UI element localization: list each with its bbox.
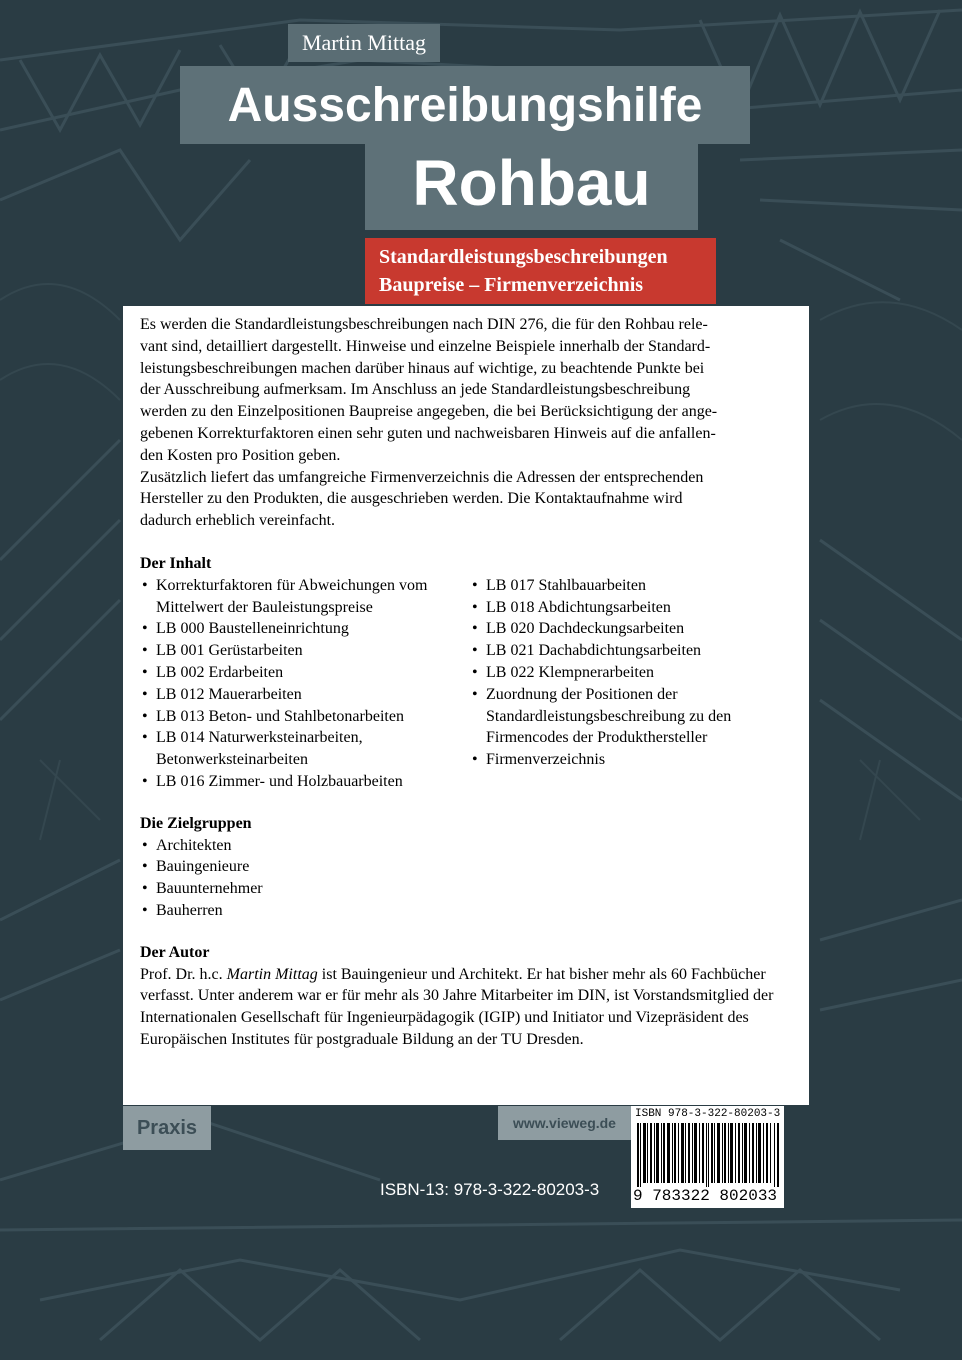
intro-line: dadurch erheblich vereinfacht. xyxy=(140,512,336,530)
description-content xyxy=(140,314,800,1051)
list-item: • LB 022 Klempnerarbeiten xyxy=(470,662,790,684)
book-title-line2: Rohbau xyxy=(412,147,651,219)
intro-line: der Ausschreibung aufmerksam. Im Anschluss an jede Standardleistungsbeschreibung xyxy=(140,381,691,399)
list-item: • Bauunternehmer xyxy=(140,878,800,900)
inhalt-heading: Der Inhalt xyxy=(140,554,212,572)
list-item: • LB 002 Erdarbeiten xyxy=(140,662,470,684)
list-item: • LB 014 Naturwerksteinarbeiten, Betonwerksteinarbeiten xyxy=(140,727,470,771)
isbn13-label: ISBN-13: 978-3-322-80203-3 xyxy=(380,1180,600,1199)
list-item: • LB 016 Zimmer- und Holzbauarbeiten xyxy=(140,771,470,793)
subtitle-line2: Baupreise – Firmenverzeichnis xyxy=(379,274,644,296)
inhalt-list-right xyxy=(470,575,790,793)
list-item: • Zuordnung der Positionen der Standardleistungsbeschreibung zu den Firmencodes der Produkthersteller xyxy=(470,684,790,749)
list-item: • Bauherren xyxy=(140,900,800,922)
intro-line: leistungsbeschreibungen machen darüber hinaus auf wichtige, zu beachtende Punkte bei xyxy=(140,359,705,377)
intro-line: werden zu den Einzelpositionen Baupreise angegeben, die bei Berücksichtigung der ange- xyxy=(140,403,718,421)
zielgruppen-list xyxy=(140,835,800,922)
series-label: Praxis xyxy=(123,1106,211,1150)
intro-paragraph xyxy=(140,314,800,532)
list-item: • LB 021 Dachabdichtungsarbeiten xyxy=(470,640,790,662)
autor-name: Martin Mittag xyxy=(226,965,318,983)
inhalt-columns xyxy=(140,575,800,793)
list-item: • LB 020 Dachdeckungsarbeiten xyxy=(470,618,790,640)
intro-line: Zusätzlich liefert das umfangreiche Firmenverzeichnis die Adressen der entsprechenden xyxy=(140,468,704,486)
list-item: • LB 017 Stahlbauarbeiten xyxy=(470,575,790,597)
list-item: • LB 001 Gerüstarbeiten xyxy=(140,640,470,662)
list-item: • Architekten xyxy=(140,835,800,857)
autor-heading: Der Autor xyxy=(140,943,210,961)
zielgruppen-heading: Die Zielgruppen xyxy=(140,814,252,832)
subtitle-box xyxy=(365,238,716,304)
barcode-block xyxy=(631,1106,784,1208)
list-item: • Bauingenieure xyxy=(140,856,800,878)
book-title-line1: Ausschreibungshilfe xyxy=(227,79,703,132)
barcode-isbn-text: ISBN 978-3-322-80203-3 xyxy=(635,1108,781,1120)
subtitle-line1: Standardleistungsbeschreibungen xyxy=(379,246,668,268)
publisher-website: www.vieweg.de xyxy=(498,1106,631,1140)
autor-prefix: Prof. Dr. h.c. xyxy=(140,965,227,983)
list-item: • Korrekturfaktoren für Abweichungen vom Mittelwert der Bauleistungspreise xyxy=(140,575,470,619)
intro-line: Hersteller zu den Produkten, die ausgeschrieben werden. Die Kontaktaufnahme wird xyxy=(140,490,683,508)
list-item: • LB 000 Baustelleneinrichtung xyxy=(140,618,470,640)
intro-line: vant sind, detailliert dargestellt. Hinweise und einzelne Beispiele innerhalb der Standard- xyxy=(140,337,711,355)
barcode-bars-graphic xyxy=(637,1123,781,1187)
intro-line: gebenen Korrekturfaktoren einen sehr guten und nachweisbaren Hinweis auf die anfallen- xyxy=(140,424,716,442)
barcode-number: 9 783322 802033 xyxy=(633,1187,778,1205)
inhalt-list-left xyxy=(140,575,470,793)
list-item: • Firmenverzeichnis xyxy=(470,749,790,771)
list-item: • LB 013 Beton- und Stahlbetonarbeiten xyxy=(140,706,470,728)
autor-paragraph xyxy=(140,964,794,1051)
list-item: • LB 018 Abdichtungsarbeiten xyxy=(470,597,790,619)
list-item: • LB 012 Mauerarbeiten xyxy=(140,684,470,706)
autor-text: ist Bauingenieur und Architekt. Er hat bisher mehr als 60 Fachbücher verfasst. Unter anderem war er für mehr als 30 Jahre Mitarbeiter im DIN, ist Vorstandsmitglied der Internationalen Gesellschaft für Ingenieurpädagogik (IGIP) und Initiator und Vizepräsident des Europäischen Institutes für postgraduale Bildung an der TU Dresden. xyxy=(140,965,774,1048)
intro-line: den Kosten pro Position geben. xyxy=(140,446,341,464)
author-name: Martin Mittag xyxy=(288,24,440,62)
intro-line: Es werden die Standardleistungsbeschreibungen nach DIN 276, die für den Rohbau rele- xyxy=(140,316,708,333)
